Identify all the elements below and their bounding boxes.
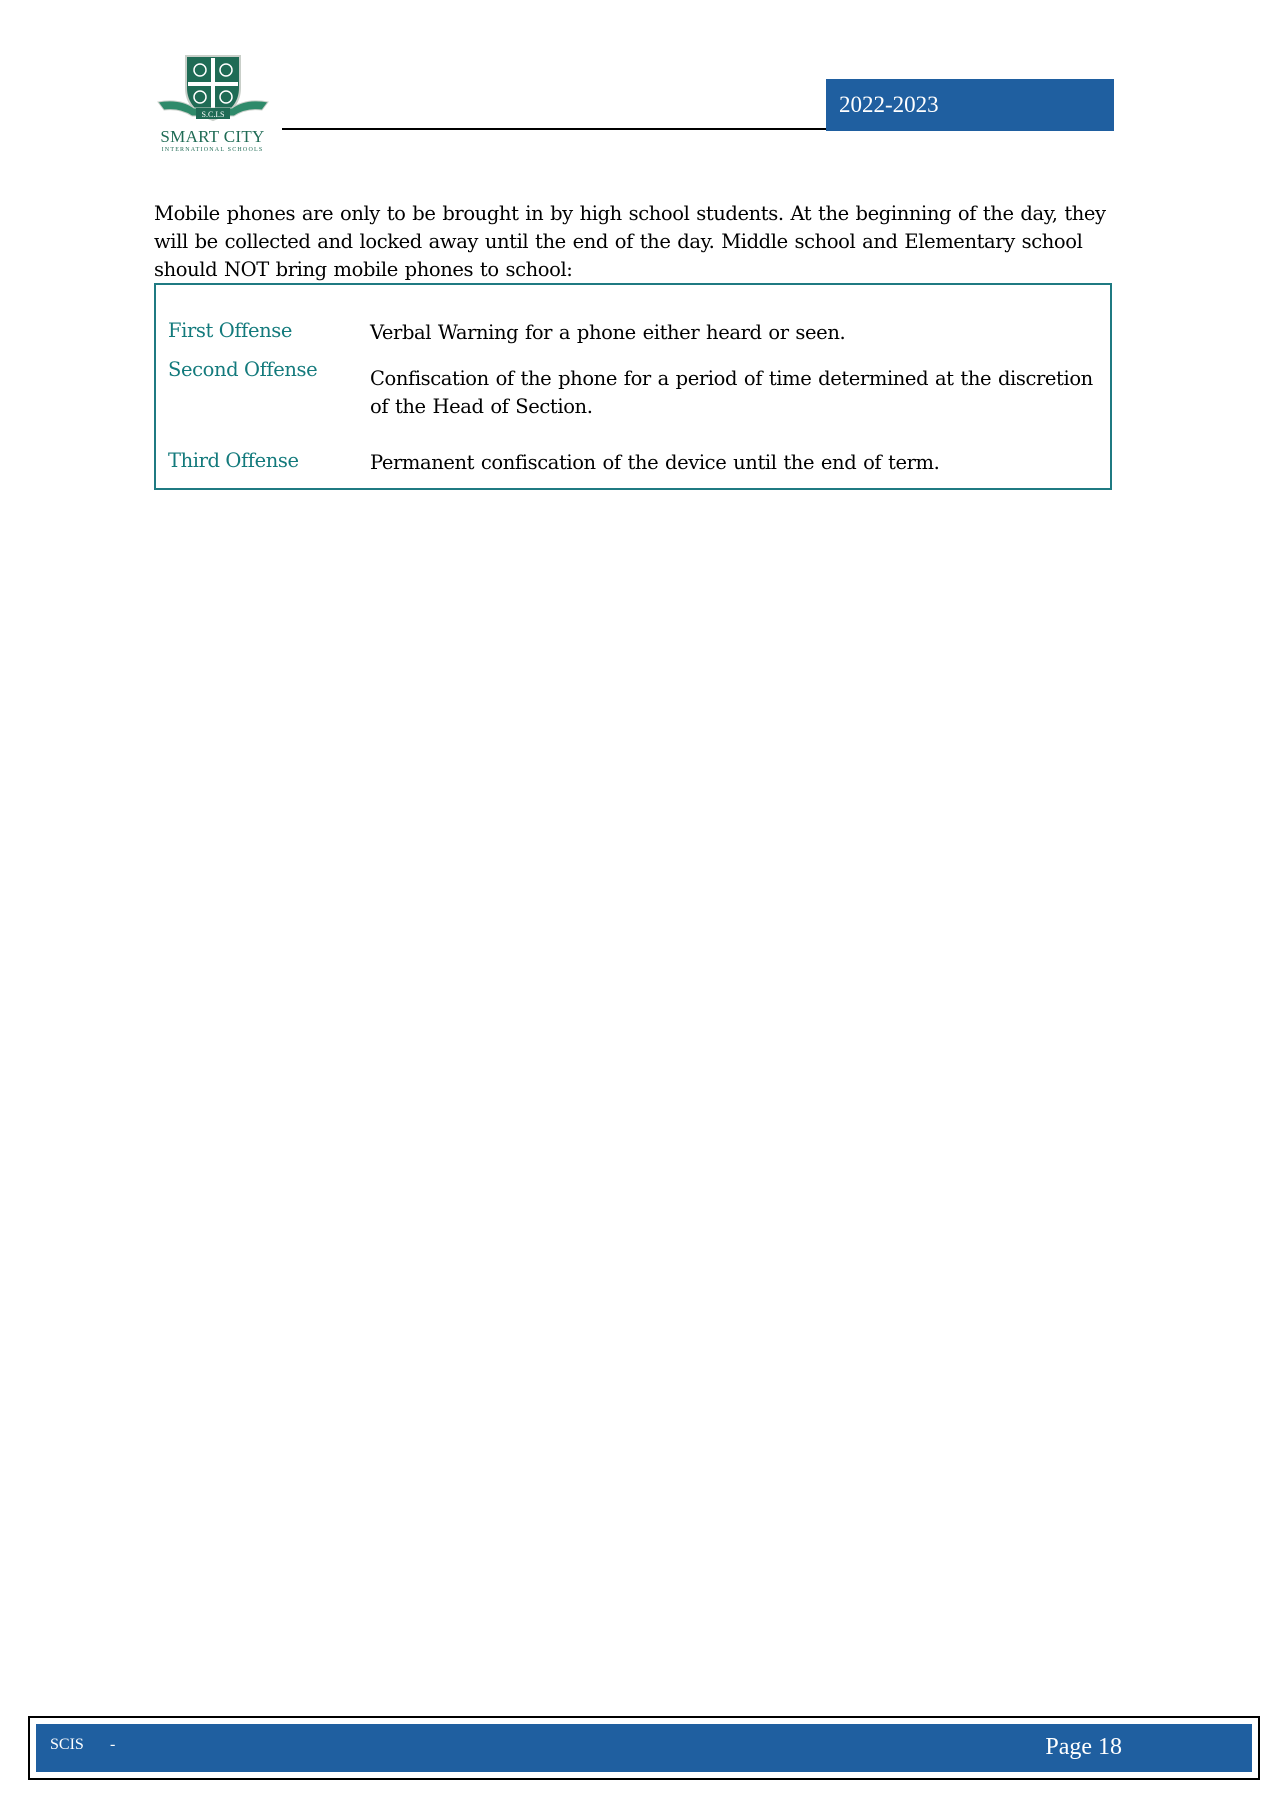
svg-text:S.C.I.S: S.C.I.S xyxy=(201,110,225,119)
offense-label-third: Third Offense xyxy=(168,449,299,472)
intro-paragraph: Mobile phones are only to be brought in by high school students. At the beginning of the day, they will be collected and locked away until the end of the day. Middle school and Elementary school should NOT bring mobile phones to school: xyxy=(154,202,1106,281)
footer-bar xyxy=(36,1724,1252,1772)
offense-description-first: Verbal Warning for a phone either heard or seen. xyxy=(370,321,846,344)
offense-label-second: Second Offense xyxy=(168,358,318,381)
school-logo xyxy=(150,52,275,156)
header-rule xyxy=(282,128,826,130)
logo-subtitle: INTERNATIONAL SCHOOLS xyxy=(161,147,264,153)
offense-description-third: Permanent confiscation of the device until the end of term. xyxy=(370,451,940,474)
footer-school-abbr: SCIS xyxy=(50,1736,84,1753)
page-footer xyxy=(28,1716,1260,1780)
offense-table xyxy=(154,283,1112,490)
logo-name: SMART CITY xyxy=(160,127,265,146)
offense-description-second: Confiscation of the phone for a period of time determined at the discretion of the Head of Section. xyxy=(370,367,1093,418)
crest-icon xyxy=(150,52,275,128)
page-number: Page 18 xyxy=(1045,1734,1122,1760)
footer-separator: - xyxy=(110,1736,116,1753)
year-badge: 2022-2023 xyxy=(826,79,1114,131)
offense-label-first: First Offense xyxy=(168,319,292,342)
